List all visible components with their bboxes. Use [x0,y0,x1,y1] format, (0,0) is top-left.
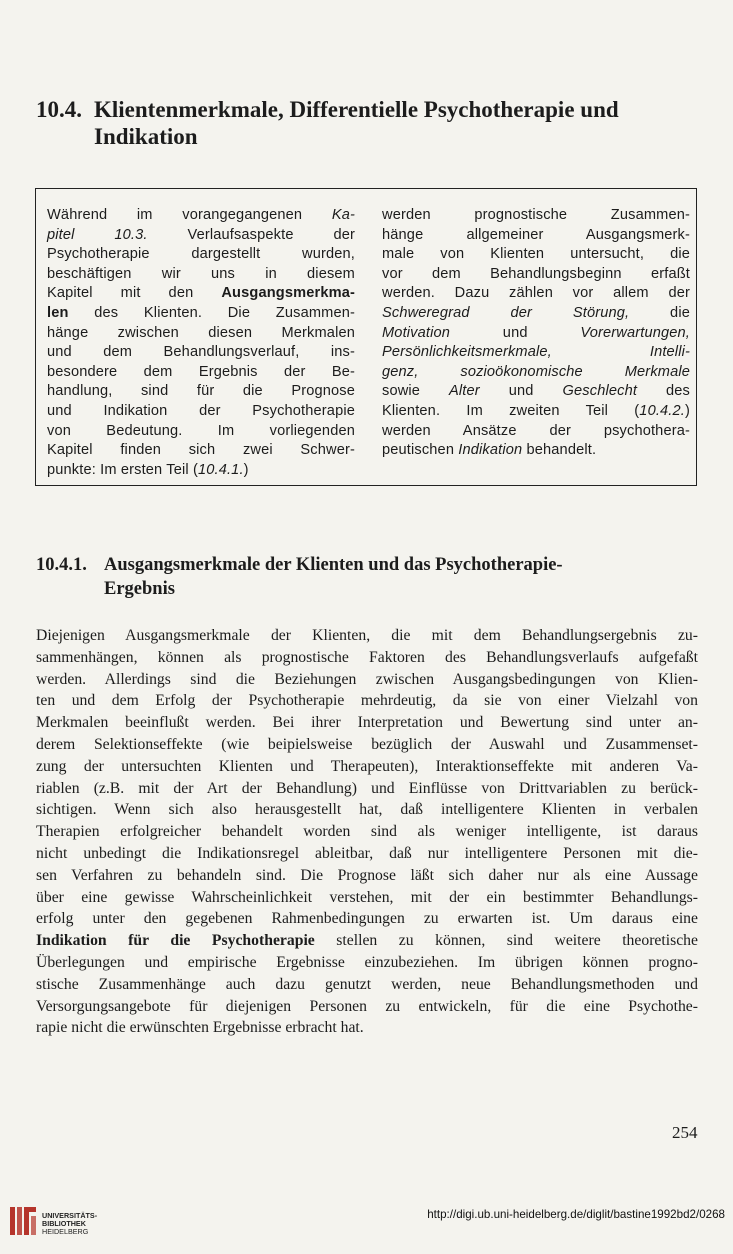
text-run: von Bedeutung. Im vorliegenden [47,422,355,439]
summary-right-line [382,226,690,246]
text-run: des [637,383,690,400]
text-run: die [629,304,690,321]
body-line [36,843,698,865]
body-line [36,1017,698,1039]
summary-right-line [382,343,690,363]
text-run: stellen zu können, sind weitere theoretische [314,932,698,950]
source-url-link[interactable]: http://digi.ub.uni-heidelberg.de/diglit/bastine1992bd2/0268 [427,1208,725,1221]
text-run: handlung, sind für die Prognose [47,383,355,400]
text-run: werden Ansätze der psychothera- [382,422,690,439]
summary-left-line [47,343,355,363]
summary-left-line [47,441,355,461]
summary-left-line [47,382,355,402]
italic-term: 10.4.2. [639,402,685,419]
summary-left-line [47,402,355,422]
text-run: punkte: Im ersten Teil ( [47,461,198,478]
text-run: erfolg unter den gegebenen Rahmenbedingungen zu erwarten ist. Um daraus eine [36,910,698,928]
subsection-heading [36,553,686,601]
text-run: sowie [382,383,450,400]
italic-term: pitel 10.3. [47,226,148,243]
body-line [36,734,698,756]
text-run: über eine gewisse Wahrscheinlichkeit verstehen, mit der ein bestimmter Behandlungs- [36,888,698,906]
summary-right-line [382,245,690,265]
body-line [36,865,698,887]
summary-right-line [382,265,690,285]
italic-term: Motivation [382,324,451,341]
bold-term: len [47,304,69,321]
summary-right-line [382,363,690,383]
library-logo[interactable] [8,1205,168,1241]
summary-right-line [382,422,690,442]
body-line [36,930,698,952]
summary-left-line [47,265,355,285]
section-title-line1: Klientenmerkmale, Differentielle Psychotherapie und [94,97,619,122]
summary-right-line [382,441,690,461]
text-run: und Indikation der Psychotherapie [47,402,355,419]
section-heading [36,96,686,150]
summary-left-line [47,226,355,246]
text-run: beschäftigen wir uns in diesem [47,265,355,282]
library-name-line2: BIBLIOTHEK [42,1219,86,1229]
summary-left-line [47,304,355,324]
bold-term: Indikation für die Psychotherapie [36,932,315,950]
body-line [36,821,698,843]
body-line [36,647,698,669]
text-run: male von Klienten untersucht, die [382,246,690,263]
summary-right-line [382,284,690,304]
text-run: Psychotherapie dargestellt wurden, [47,246,355,263]
text-run: Diejenigen Ausgangsmerkmale der Klienten, die mit dem Behandlungsergebnis zu- [36,627,698,644]
text-run: sichtigen. Wenn sich also herausgestellt hat, daß intelligentere Klienten in verbalen [36,801,698,819]
text-run: behandelt. [522,442,597,459]
summary-left-line [47,461,355,481]
subsection-title-line2: Ergebnis [104,579,175,599]
text-run: derem Selektionseffekte (wie beipielsweise bezüglich der Auswahl und Zusammenset- [36,735,698,753]
italic-term: Schweregrad der Störung, [382,304,630,321]
italic-term: genz, sozioökonomische Merkmale [382,363,690,380]
body-line [36,625,698,647]
text-run: Merkmalen beeinflußt werden. Bei ihrer Interpretation und Bewertung sind unter an- [36,714,698,732]
library-name-line1: UNIVERSITÄTS- [42,1211,98,1220]
italic-term: Alter [449,383,480,400]
body-line [36,887,698,909]
body-line [36,799,698,821]
text-run: ) [243,461,249,478]
italic-term: 10.4.1. [197,461,244,478]
library-crest-icon [8,1205,38,1237]
text-run: Versorgungsangebote für diejenigen Personen zu entwickeln, für die eine Psychothe- [36,997,698,1015]
text-run: peutischen [382,442,459,459]
text-run: nicht unbedingt die Indikationsregel ableitbar, daß nur intelligentere Personen mit die- [36,844,698,862]
body-line [36,756,698,778]
summary-left-column [47,206,355,480]
summary-right-column [382,206,690,461]
body-line [36,974,698,996]
subsection-number: 10.4.1. [36,555,87,575]
summary-right-line [382,206,690,226]
text-run: und [479,383,563,400]
summary-left-line [47,245,355,265]
text-run: werden. Dazu zählen vor allem der [382,285,690,302]
text-run: Während im vorangegangenen [47,207,332,223]
text-run: Kapitel finden sich zwei Schwer- [47,442,355,459]
text-run: werden. Allerdings sind die Beziehungen zwischen Ausgangsbedingungen von Klien- [36,670,698,688]
text-run: rapie nicht die erwünschten Ergebnisse erbracht hat. [36,1019,364,1037]
section-title-line2: Indikation [94,124,198,149]
text-run: und dem Behandlungsverlauf, ins- [47,344,355,361]
text-run: werden prognostische Zusammen- [382,207,690,223]
text-run: des Klienten. Die Zusammen- [68,304,355,321]
library-name [42,1212,97,1237]
text-run: zung der untersuchten Klienten und Therapeuten), Interaktionseffekte mit anderen Va- [36,757,698,775]
body-line [36,908,698,930]
section-number: 10.4. [36,97,82,122]
body-line [36,996,698,1018]
text-run: ten und dem Erfolg der Psychotherapie mehrdeutig, da sie von einer Vielzahl von [36,692,698,710]
summary-left-line [47,324,355,344]
summary-left-line [47,422,355,442]
body-line [36,952,698,974]
text-run: sammenhängen, können als prognostische Faktoren des Behandlungsverlaufs aufgefaßt [36,648,698,666]
page-number: 254 [672,1123,698,1142]
text-run: Verlaufsaspekte der [147,226,355,243]
body-line [36,690,698,712]
bold-term: Ausgangsmerkma- [221,285,355,302]
summary-left-line [47,206,355,226]
text-run: besondere dem Ergebnis der Be- [47,363,355,380]
body-line [36,669,698,691]
summary-right-line [382,324,690,344]
summary-left-line [47,284,355,304]
text-run: Klienten. Im zweiten Teil ( [382,402,640,419]
italic-term: Persönlichkeitsmerkmale, Intelli- [382,344,690,361]
body-line [36,712,698,734]
text-run: riablen (z.B. mit der Art der Behandlung) und Einflüsse von Drittvariablen zu berück- [36,779,698,797]
text-run: vor dem Behandlungsbeginn erfaßt [382,265,690,282]
italic-term: Geschlecht [562,383,638,400]
text-run: sen Verfahren zu behandeln sind. Die Prognose läßt sich daher nur als eine Aussage [36,866,698,884]
body-paragraph [36,625,698,1039]
text-run: ) [684,402,690,419]
italic-term: Indikation [458,442,523,459]
summary-right-line [382,402,690,422]
body-line [36,778,698,800]
text-run: hänge allgemeiner Ausgangsmerk- [382,226,690,243]
italic-term: Vorerwartungen, [580,324,690,341]
text-run: hänge zwischen diesen Merkmalen [47,324,355,341]
text-run: stische Zusammenhänge auch dazu genutzt werden, neue Behandlungsmethoden und [36,975,698,993]
summary-right-line [382,382,690,402]
subsection-title-line1: Ausgangsmerkmale der Klienten und das Psychotherapie- [104,555,563,575]
text-run: Therapien erfolgreicher behandelt worden sind als weniger intelligente, ist daraus [36,823,698,841]
text-run: und [450,324,581,341]
summary-left-line [47,363,355,383]
library-name-line3: HEIDELBERG [42,1227,89,1237]
summary-right-line [382,304,690,324]
italic-term: Ka- [331,207,355,223]
text-run: Überlegungen und empirische Ergebnisse einzubeziehen. Im übrigen können progno- [36,953,698,971]
text-run: Kapitel mit den [47,285,222,302]
